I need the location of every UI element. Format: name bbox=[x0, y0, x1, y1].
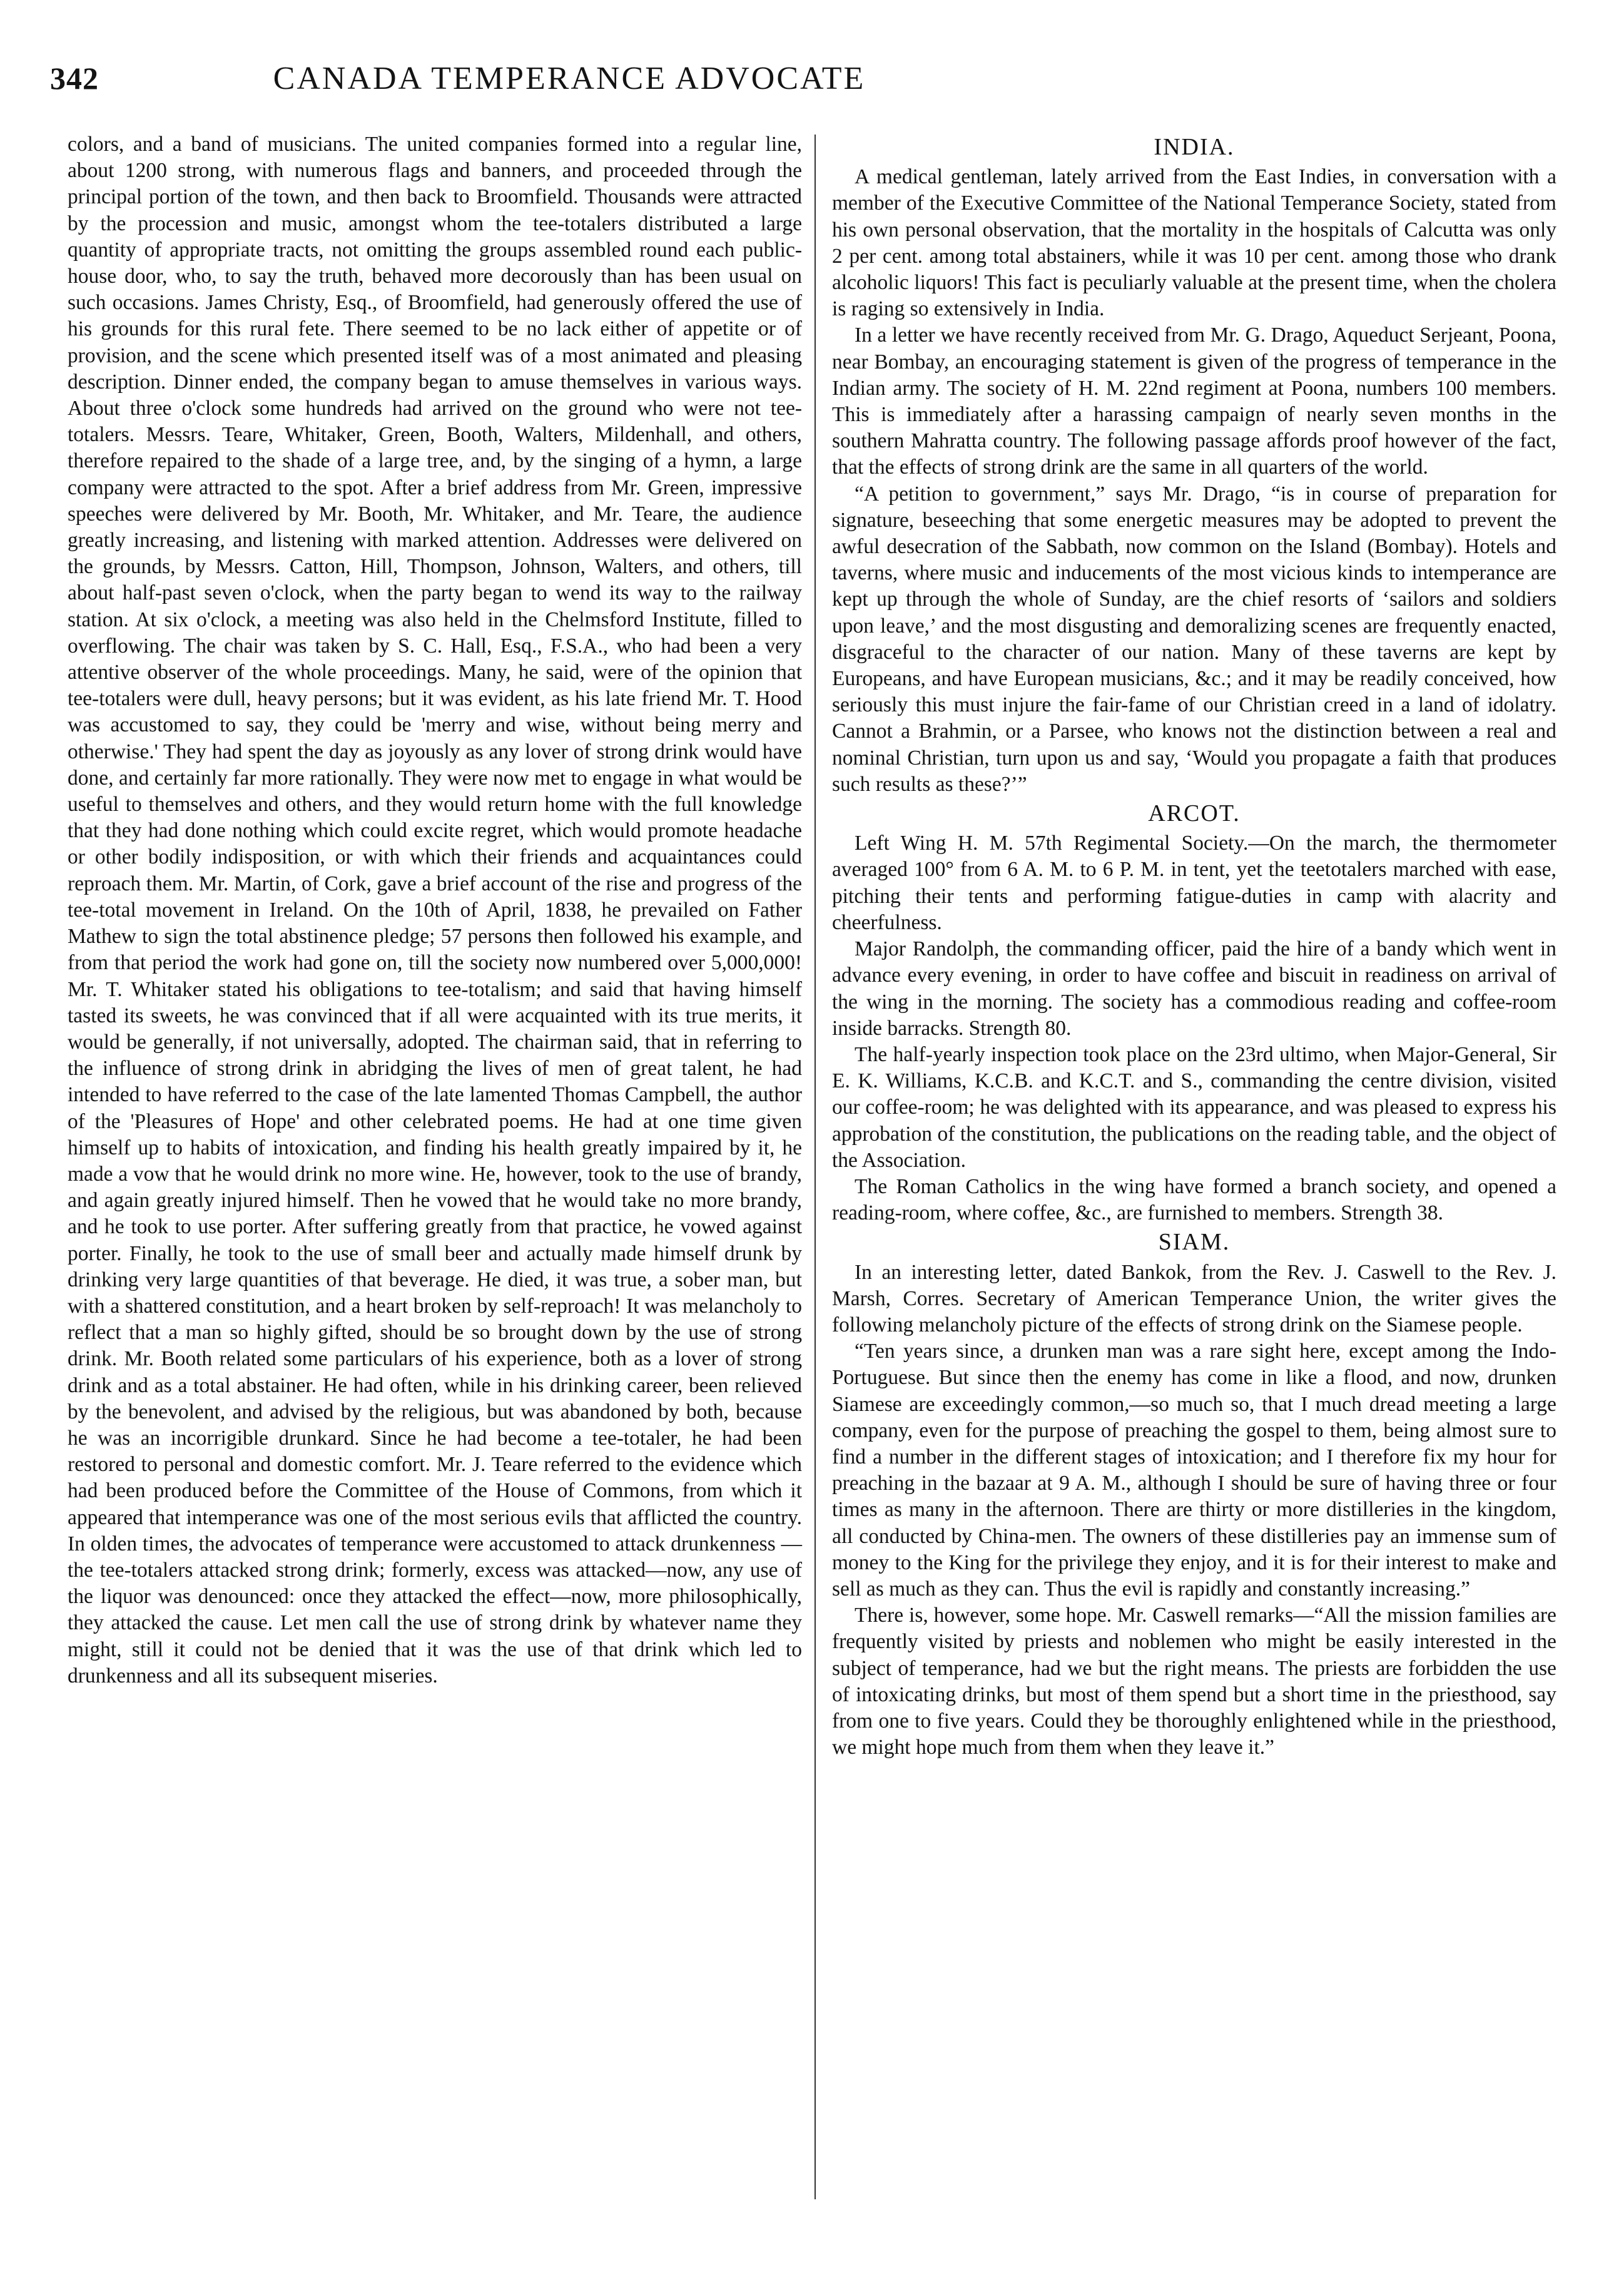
article-paragraph: The half-yearly inspection took place on the 23rd ultimo, when Major-General, Sir E. K. Williams, K.C.B. and K.C.T. and S., commanding the centre division, visited our coffee-room; he was delighted with its appearance, and was pleased to express his approbation of the constitution, the publications on the reading table, and the object of the Association. bbox=[832, 1042, 1556, 1172]
running-title: CANADA TEMPERANCE ADVOCATE bbox=[273, 61, 866, 96]
section-arcot bbox=[832, 800, 1556, 1226]
article-paragraph: Left Wing H. M. 57th Regimental Society.—On the march, the thermometer averaged 100° from 6 A. M. to 6 P. M. in tent, yet the teetotalers marched with ease, pitching their tents and performing fatigue-duties in camp with alacrity and cheerfulness. bbox=[832, 832, 1556, 934]
section-india bbox=[832, 134, 1556, 798]
article-paragraph: “A petition to government,” says Mr. Drago, “is in course of preparation for signature, beseeching that some energetic measures may be adopted to prevent the awful desecration of the Sabbath, now common on the Island (Bombay). Hotels and taverns, where music and inducements of the most vicious kinds to intemperance are kept up through the whole of Sunday, are the chief resorts of ‘sailors and soldiers upon leave,’ and the most disgusting and demoralizing scenes are frequently enacted, disgraceful to the character of our nation. Many of these taverns are kept by Europeans, and have European musicians, &c.; and it may be readily conceived, how seriously this must injure the fair-fame of our Christian creed in a land of idolatry. Cannot a Brahmin, or a Parsee, who knows not the distinction between a real and nominal Christian, turn upon us and say, ‘Would you propagate a faith that produces such results as these?’” bbox=[832, 482, 1556, 796]
page-number: 342 bbox=[50, 61, 99, 96]
article-paragraph: A medical gentleman, lately arrived from the East Indies, in conversation with a member of the Executive Committee of the National Temperance Society, stated from his own personal observation, that the mortality in the hospitals of Calcutta was only 2 per cent. among total abstainers, while it was 10 per cent. among those who drank alcoholic liquors! This fact is peculiarly valuable at the present time, when the cholera is raging so extensively in India. bbox=[832, 165, 1556, 321]
right-column bbox=[832, 131, 1556, 1761]
section-heading: SIAM. bbox=[1158, 1229, 1231, 1256]
left-column bbox=[68, 131, 802, 1689]
article-paragraph: The Roman Catholics in the wing have formed a branch society, and opened a reading-room, where coffee, &c., are furnished to members. Strength 38. bbox=[832, 1174, 1556, 1225]
article-paragraph: There is, however, some hope. Mr. Caswell remarks—“All the mission families are frequently visited by priests and noblemen who might be easily interested in the subject of temperance, had we but the right means. The priests are forbidden the use of intoxicating drinks, but most of them spend but a short time in the priesthood, say from one to five years. Could they be thoroughly enlightened while in the priesthood, we might hope much from them when they leave it.” bbox=[832, 1604, 1556, 1759]
article-paragraph: In an interesting letter, dated Bankok, from the Rev. J. Caswell to the Rev. J. Marsh, Corres. Secretary of American Temperance Union, the writer gives the following melancholy picture of the effects of strong drink on the Siamese people. bbox=[832, 1260, 1556, 1336]
section-siam bbox=[832, 1229, 1556, 1761]
article-paragraph: Major Randolph, the commanding officer, paid the hire of a bandy which went in advance every evening, in order to have coffee and biscuit in readiness on arrival of the wing in the morning. The society has a commodious reading and coffee-room inside barracks. Strength 80. bbox=[832, 937, 1556, 1040]
section-heading: ARCOT. bbox=[1148, 800, 1241, 827]
section-heading: INDIA. bbox=[1154, 134, 1235, 160]
article-paragraph: In a letter we have recently received from Mr. G. Drago, Aqueduct Serjeant, Poona, near Bombay, an encouraging statement is given of the progress of temperance in the Indian army. The society of H. M. 22nd regiment at Poona, numbers 100 members. This is immediately after a harassing campaign of nearly seven months in the southern Mahratta country. The following passage affords proof however of the fact, that the effects of strong drink are the same in all quarters of the world. bbox=[832, 323, 1556, 479]
column-divider bbox=[815, 135, 816, 2199]
article-paragraph: colors, and a band of musicians. The united companies formed into a regular line, about 1200 strong, with numerous flags and banners, and proceeded through the principal portion of the town, and then back to Broomfield. Thousands were attracted by the procession and music, amongst whom the tee-totalers distributed a large quantity of appropriate tracts, not omitting the groups assembled round each public-house door, who, to say the truth, behaved more decorously than has been usual on such occasions. James Christy, Esq., of Broomfield, had generously offered the use of his grounds for this rural fete. There seemed to be no lack either of appetite or of provision, and the scene which presented itself was of a most animated and pleasing description. Dinner ended, the company began to amuse themselves in various ways. About three o'clock some hundreds had arrived on the ground who were not tee-totalers. Messrs. Teare, Whitaker, Green, Booth, Walters, Mildenhall, and others, therefore repaired to the shade of a large tree, and, by the singing of a hymn, a large company were attracted to the spot. After a brief address from Mr. Green, impressive speeches were delivered by Mr. Booth, Mr. Whitaker, and Mr. Teare, the audience greatly increasing, and listening with marked attention. Addresses were delivered on the grounds, by Messrs. Catton, Hill, Thompson, Johnson, Walters, and others, till about half-past seven o'clock, when the party began to wend its way to the railway station. At six o'clock, a meeting was also held in the Chelmsford Institute, filled to overflowing. The chair was taken by S. C. Hall, Esq., F.S.A., who had been a very attentive observer of the whole proceedings. Many, he said, were of the opinion that tee-totalers were dull, heavy persons; but it was evident, as his late friend Mr. T. Hood was accustomed to say, they could be 'merry and wise, without being merry and otherwise.' They had spent the day as joyously as any lover of strong drink would have done, and certainly far more rationally. They were now met to engage in what would be useful to themselves and others, and they would return home with the full knowledge that they had done nothing which could excite regret, which would promote headache or other bodily indisposition, or with which their friends and acquaintances could reproach them. Mr. Martin, of Cork, gave a brief account of the rise and progress of the tee-total movement in Ireland. On the 10th of April, 1838, he prevailed on Father Mathew to sign the total abstinence pledge; 57 persons then followed his example, and from that period the work had gone on, till the society now numbered over 5,000,000! Mr. T. Whitaker stated his obligations to tee-totalism; and said that having himself tasted its sweets, he was convinced that if all were acquainted with its true merits, it would be generally, if not universally, adopted. The chairman said, that in referring to the influence of strong drink in abridging the lives of men of great talent, he had intended to have referred to the case of the late lamented Thomas Campbell, the author of the 'Pleasures of Hope' and other celebrated poems. He had at one time given himself up to habits of intoxication, and finding his health greatly impaired by it, he made a vow that he would drink no more wine. He, however, took to the use of brandy, and again greatly injured himself. Then he vowed that he would take no more brandy, and he took to use porter. After suffering greatly from that practice, he vowed against porter. Finally, he took to the use of small beer and actually made himself drunk by drinking very large quantities of that beverage. He died, it was true, a sober man, but with a shattered constitution, and a heart broken by self-reproach! It was melancholy to reflect that a man so highly gifted, should be so brought down by the use of strong drink. Mr. Booth related some particulars of his experience, both as a lover of strong drink and as a total abstainer. He had often, while in his drinking career, been relieved by the benevolent, and advised by the religious, but was abandoned by both, because he was an incorrigible drunkard. Since he had become a tee-totaler, he had been restored to personal and domestic comfort. Mr. J. Teare referred to the evidence which had been produced before the Committee of the House of Commons, from which it appeared that intemperance was one of the most serious evils that afflicted the country. In olden times, the advocates of temperance were accustomed to attack drunkenness —the tee-totalers attacked strong drink; formerly, excess was attacked—now, any use of the liquor was denounced: once they attacked the effect—now, more philosophically, they attacked the cause. Let men call the use of strong drink by whatever name they might, still it could not be denied that it was the use of that drink which led to drunkenness and all its subsequent miseries. bbox=[68, 133, 802, 1687]
page-header bbox=[50, 60, 1089, 116]
article-paragraph: “Ten years since, a drunken man was a rare sight here, except among the Indo-Portuguese. But since then the enemy has come in like a flood, and now, drunken Siamese are exceedingly common,—so much so, that I much dread meeting a large company, even for the purpose of preaching the gospel to them, being almost sure to find a number in the different stages of intoxication; and I therefore fix my hour for preaching in the bazaar at 9 A. M., although I should be sure of having three or four times as many in the afternoon. There are thirty or more distilleries in the kingdom, all conducted by China-men. The owners of these distilleries pay an immense sum of money to the King for the privilege they enjoy, and it is for their interest to make and sell as much as they can. Thus the evil is rapidly and constantly increasing.” bbox=[832, 1340, 1556, 1601]
